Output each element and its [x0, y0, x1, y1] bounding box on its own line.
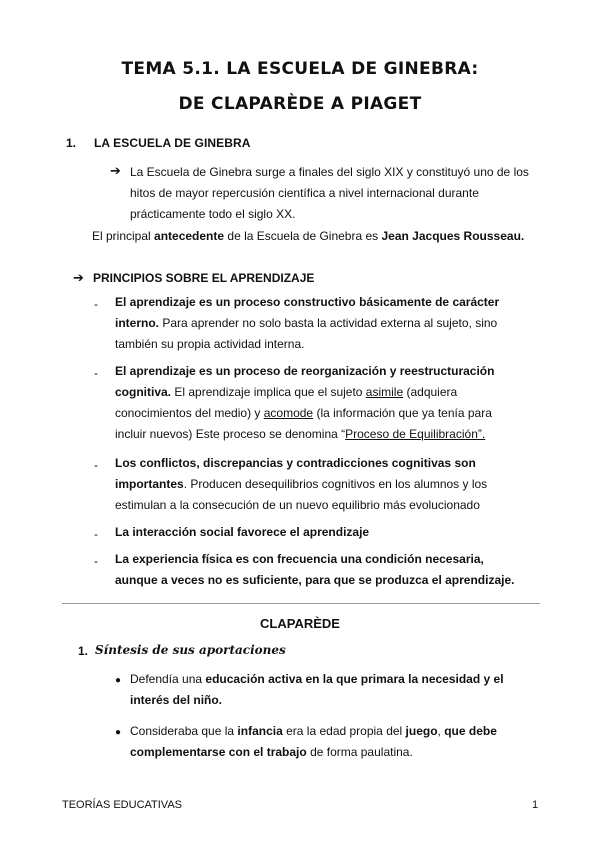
claparede-heading: CLAPARÈDE — [260, 616, 340, 631]
principle-item: La experiencia física es con frecuencia una condición necesaria, aunque a veces no es suficiente, para que se produzca el aprendizaje. — [115, 552, 515, 587]
principle-item: La interacción social favorece el aprendizaje — [115, 525, 370, 539]
bullet-dot-icon: ● — [115, 727, 122, 738]
subsection-number: 1. — [78, 644, 89, 658]
section-paragraph: La Escuela de Ginebra surge a finales del siglo XIX y constituyó uno de los hitos de mayor repercusión científica a nivel internacional durante prácticamente todo el siglo XX. — [130, 165, 529, 221]
section-heading: LA ESCUELA DE GINEBRA — [94, 136, 251, 150]
dash-bullet: - — [94, 458, 98, 472]
principle-item: El aprendizaje es un proceso de reorganización y reestructuración cognitiva. El aprendizaje implica que el sujeto asimile (adquiera conocimientos del medio) y acomode (la información que ya tenía para incluir nuevos) Este proceso se denomina “Proceso de Equilibración”. — [115, 364, 495, 441]
principle-item: Los conflictos, discrepancias y contradicciones cognitivas son importantes. Producen desequilibrios cognitivos en los alumnos y los estimulan a la consecución de un nuevo equilibrio más evolucionado — [115, 456, 488, 512]
principles-heading: PRINCIPIOS SOBRE EL APRENDIZAJE — [93, 271, 315, 285]
page-title-line-1: TEMA 5.1. LA ESCUELA DE GINEBRA: — [121, 59, 479, 79]
section-number: 1. — [66, 136, 77, 150]
dash-bullet: - — [94, 527, 98, 541]
antecedent-paragraph: El principal antecedente de la Escuela de Ginebra es Jean Jacques Rousseau. — [92, 229, 525, 243]
arrow-heading-icon: ➔ — [73, 270, 84, 285]
bullet-dot-icon: ● — [115, 675, 122, 686]
dash-bullet: - — [94, 297, 98, 311]
page-title-line-2: DE CLAPARÈDE A PIAGET — [178, 94, 422, 114]
subsection-heading: Síntesis de sus aportaciones — [95, 643, 286, 657]
claparede-item: Defendía una educación activa en la que primara la necesidad y el interés del niño. — [130, 672, 504, 707]
section-divider — [62, 603, 540, 604]
principle-item: El aprendizaje es un proceso constructivo básicamente de carácter interno. Para aprender no solo basta la actividad externa al sujeto, sino también su propia actividad interna. — [115, 295, 500, 351]
dash-bullet: - — [94, 554, 98, 568]
dash-bullet: - — [94, 366, 98, 380]
claparede-item: Consideraba que la infancia era la edad propia del juego, que debe complementarse con el trabajo de forma paulatina. — [130, 724, 497, 759]
footer-title: TEORÍAS EDUCATIVAS — [62, 799, 183, 811]
arrow-bullet-icon: ➔ — [110, 163, 121, 178]
page-number: 1 — [532, 799, 539, 811]
